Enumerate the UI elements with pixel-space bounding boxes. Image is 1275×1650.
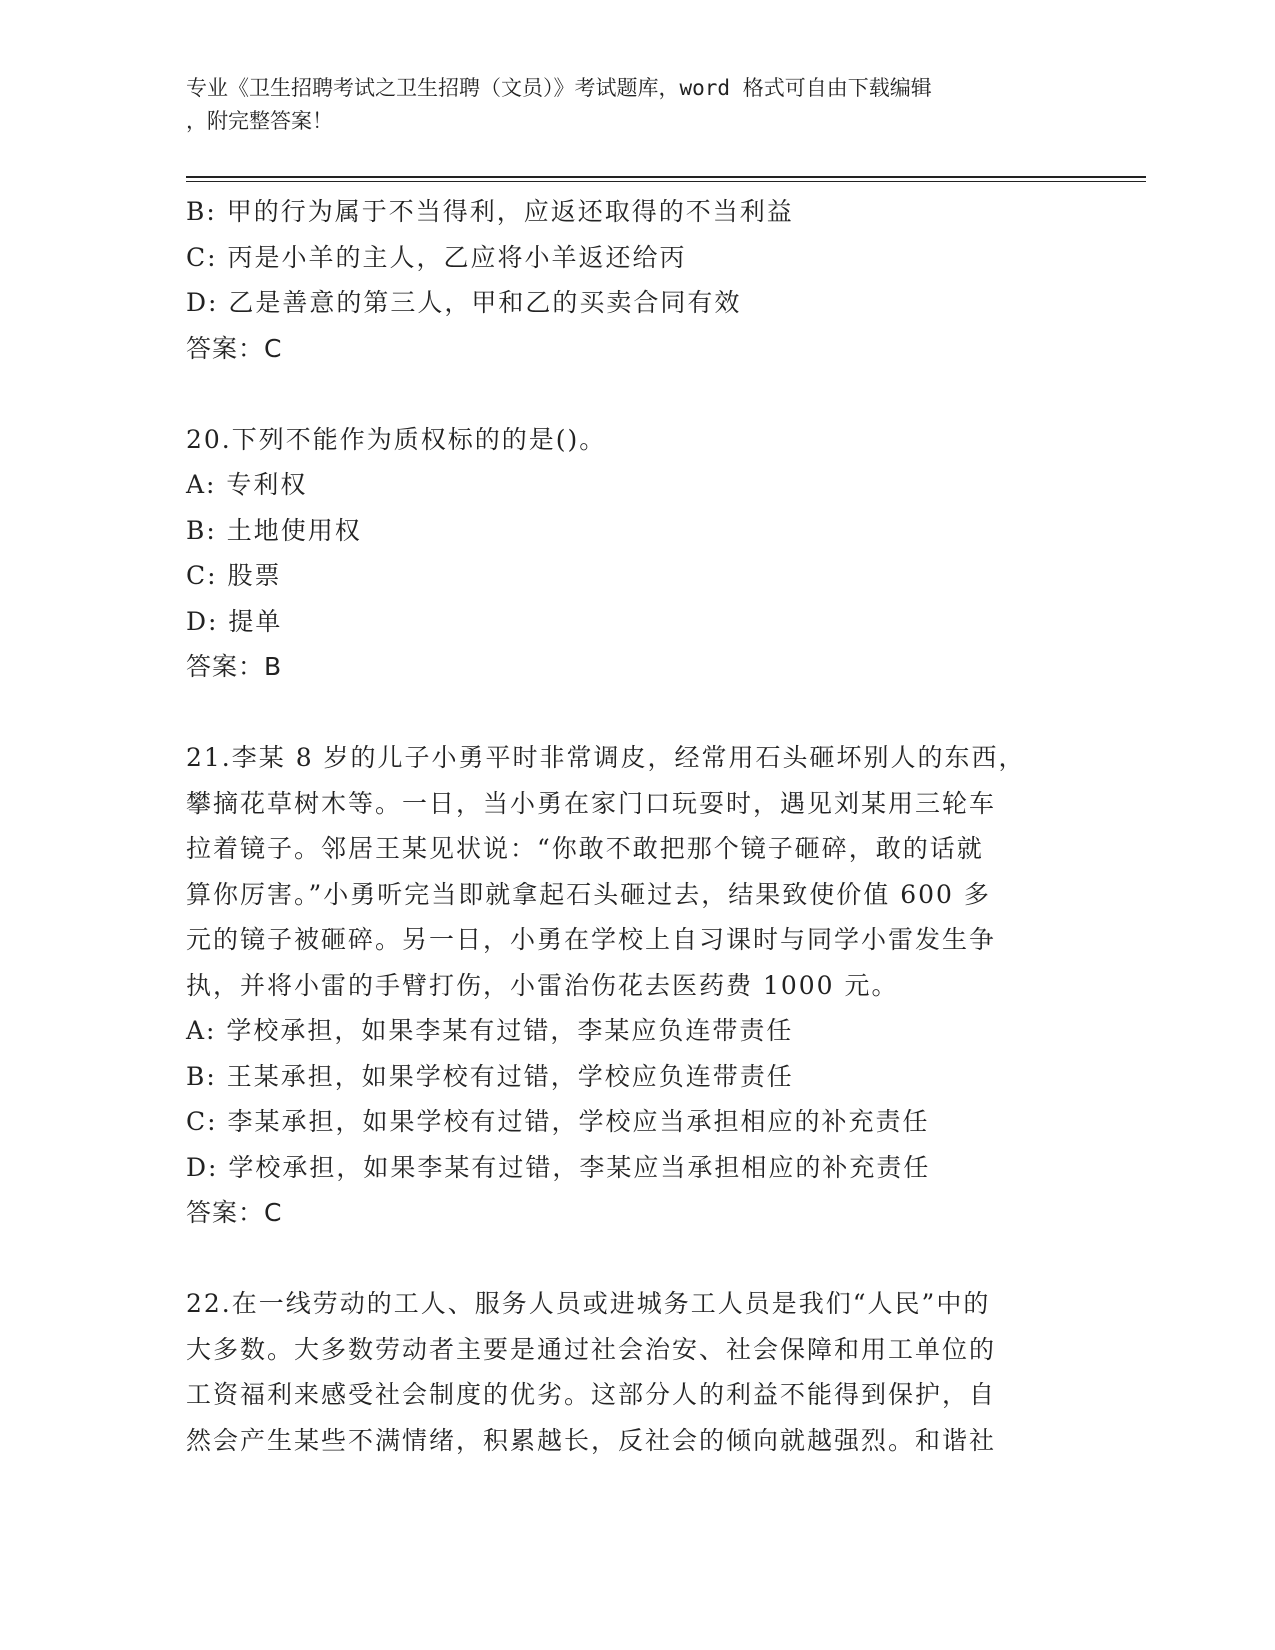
q21-question-line-6: 执，并将小雷的手臂打伤，小雷治伤花去医药费 1000 元。 (186, 970, 899, 1000)
q20-option-c: C: 股票 (186, 561, 282, 590)
q20-answer: 答案：B (186, 652, 283, 681)
header-divider-thin (186, 181, 1146, 182)
header-line-2: ，附完整答案！ (186, 109, 333, 133)
q19-answer: 答案：C (186, 333, 283, 363)
q21-question-line-2: 攀摘花草树木等。一日，当小勇在家门口玩耍时，遇见刘某用三轮车 (186, 788, 997, 818)
q19-option-b: B: 甲的行为属于不当得利，应返还取得的不当利益 (186, 197, 794, 226)
q21-option-c: C: 李某承担，如果学校有过错，学校应当承担相应的补充责任 (186, 1107, 930, 1136)
q21-answer: 答案：C (186, 1198, 283, 1227)
q21-question-line-4: 算你厉害。”小勇听完当即就拿起石头砸过去，结果致使价值 600 多 (186, 879, 991, 909)
spacer (186, 371, 1066, 417)
q20-option-a: A: 专利权 (186, 470, 308, 499)
q21-option-d: D: 学校承担，如果李某有过错，李某应当承担相应的补充责任 (186, 1152, 931, 1182)
spacer (186, 1236, 1066, 1282)
q21-question-line-3: 拉着镜子。邻居王某见状说：“你敢不敢把那个镜子砸碎，敢的话就 (186, 834, 984, 863)
q21-option-b: B: 王某承担，如果学校有过错，学校应负连带责任 (186, 1061, 794, 1091)
q22-question-line-3: 工资福利来感受社会制度的优劣。这部分人的利益不能得到保护，自 (186, 1380, 997, 1409)
document-body (186, 189, 1066, 1463)
question-19 (186, 189, 1066, 371)
q22-question-line-2: 大多数。大多数劳动者主要是通过社会治安、社会保障和用工单位的 (186, 1334, 997, 1364)
header-divider-thick (186, 176, 1146, 178)
question-21 (186, 735, 1066, 1236)
q20-question: 20.下列不能作为质权标的的是()。 (186, 424, 607, 454)
page-header (186, 72, 1086, 138)
q21-option-a: A: 学校承担，如果李某有过错，李某应负连带责任 (186, 1016, 794, 1045)
question-20 (186, 417, 1066, 690)
q20-option-b: B: 土地使用权 (186, 515, 362, 545)
q19-option-c: C: 丙是小羊的主人，乙应将小羊返还给丙 (186, 242, 687, 272)
q19-option-d: D: 乙是善意的第三人，甲和乙的买卖合同有效 (186, 288, 742, 317)
q21-question-line-5: 元的镜子被砸碎。另一日，小勇在学校上自习课时与同学小雷发生争 (186, 925, 997, 954)
q20-option-d: D: 提单 (186, 606, 283, 636)
header-line-1: 专业《卫生招聘考试之卫生招聘（文员）》考试题库，word 格式可自由下载编辑 (186, 76, 932, 100)
question-22 (186, 1281, 1066, 1463)
q22-question-line-1: 22.在一线劳动的工人、服务人员或进城务工人员是我们“人民”中的 (186, 1289, 991, 1318)
q22-question-line-4: 然会产生某些不满情绪，积累越长，反社会的倾向就越强烈。和谐社 (186, 1425, 997, 1455)
spacer (186, 690, 1066, 736)
q21-question-line-1: 21.李某 8 岁的儿子小勇平时非常调皮，经常用石头砸坏别人的东西， (186, 743, 1026, 772)
